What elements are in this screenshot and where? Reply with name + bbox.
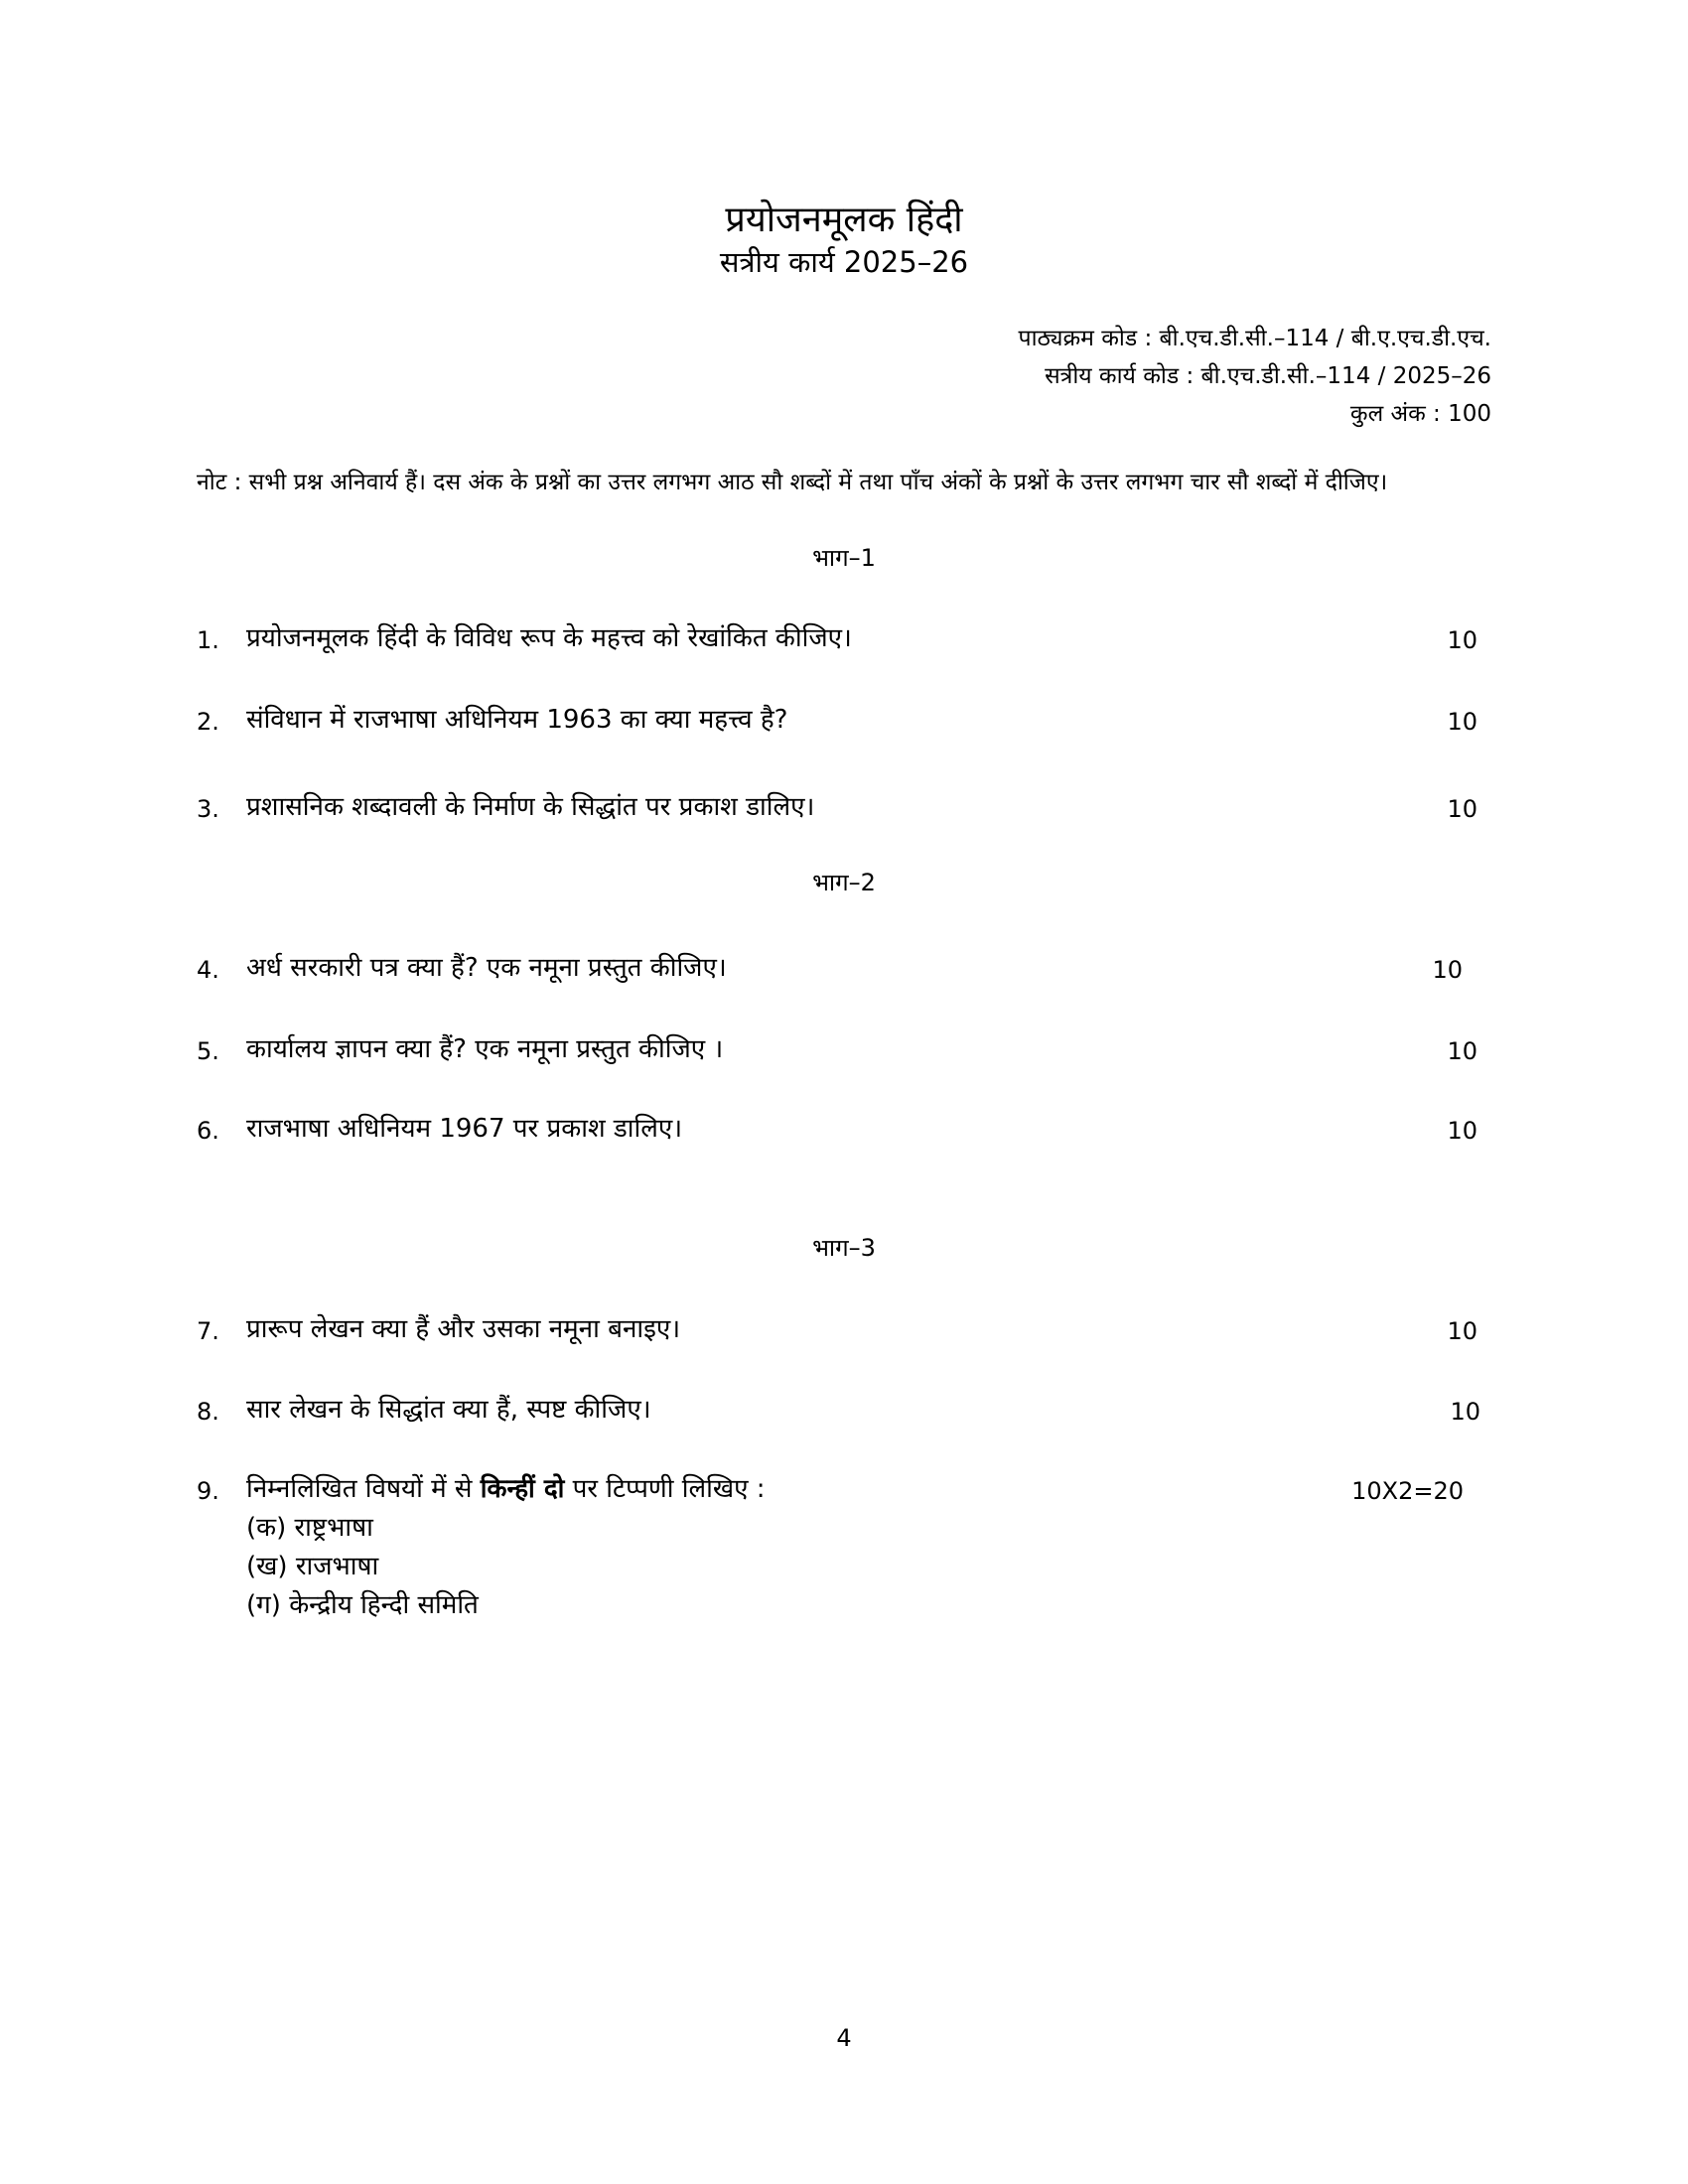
question-text: [246, 1470, 765, 1508]
question-text: प्रशासनिक शब्दावली के निर्माण के सिद्धांत पर प्रकाश डालिए।: [246, 792, 815, 822]
question-marks: 10: [1447, 1037, 1477, 1065]
question-text: अर्ध सरकारी पत्र क्या हैं? एक नमूना प्रस्तुत कीजिए।: [246, 953, 727, 983]
document-subtitle: सत्रीय कार्य 2025–26: [719, 245, 969, 279]
question-text: संविधान में राजभाषा अधिनियम 1963 का क्या महत्त्व है?: [246, 705, 788, 735]
question-marks: 10: [1447, 1117, 1477, 1145]
course-meta: [1019, 320, 1492, 433]
section-heading-3: भाग–3: [812, 1234, 876, 1262]
question-marks: 10: [1447, 708, 1477, 736]
question-marks: 10: [1450, 1398, 1480, 1426]
section-heading-2: भाग–2: [812, 869, 876, 896]
option-item: (ख) राजभाषा: [246, 1552, 379, 1581]
question-number: 4.: [197, 956, 219, 984]
question-text: कार्यालय ज्ञापन क्या हैं? एक नमूना प्रस्तुत कीजिए ।: [246, 1034, 724, 1064]
question-number: 2.: [197, 708, 219, 736]
question-marks: 10: [1447, 1317, 1477, 1345]
question-number: 9.: [197, 1477, 219, 1505]
question-marks: 10: [1447, 626, 1477, 654]
question-number: 6.: [197, 1117, 219, 1145]
question-number: 5.: [197, 1037, 219, 1065]
question-text: सार लेखन के सिद्धांत क्या हैं, स्पष्ट कीजिए।: [246, 1395, 651, 1425]
question-text: राजभाषा अधिनियम 1967 पर प्रकाश डालिए।: [246, 1114, 683, 1144]
instructions-note: नोट : सभी प्रश्न अनिवार्य हैं। दस अंक के प्रश्नों का उत्तर लगभग आठ सौ शब्दों में तथा पाँच अंकों के प्रश्नों के उत्तर लगभग चार सौ शब्दों में दीजिए।: [197, 470, 1388, 495]
total-marks: कुल अंक : 100: [1349, 401, 1491, 427]
question-number: 7.: [197, 1317, 219, 1345]
page-number: 4: [836, 2024, 852, 2052]
question-marks: 10: [1432, 956, 1463, 984]
question-marks: 10: [1447, 795, 1477, 823]
question-number: 3.: [197, 795, 219, 823]
option-item: (क) राष्ट्रभाषा: [246, 1513, 373, 1543]
question-text-before: निम्नलिखित विषयों में से: [246, 1474, 481, 1504]
question-text: प्रयोजनमूलक हिंदी के विविध रूप के महत्त्व को रेखांकित कीजिए।: [246, 623, 852, 653]
question-text-emphasis: किन्हीं दो: [480, 1474, 565, 1504]
course-code: पाठ्यक्रम कोड : बी.एच.डी.सी.–114 / बी.ए.एच.डी.एच.: [1018, 326, 1491, 351]
question-marks: 10X2=20: [1351, 1477, 1464, 1505]
question-number: 1.: [197, 626, 219, 654]
question-9-options: [246, 1509, 479, 1625]
assignment-code: सत्रीय कार्य कोड : बी.एच.डी.सी.–114 / 2025–26: [1045, 363, 1491, 389]
document-title: प्रयोजनमूलक हिंदी: [725, 200, 963, 240]
question-text-after: पर टिप्पणी लिखिए :: [564, 1474, 766, 1504]
question-number: 8.: [197, 1398, 219, 1426]
question-text: प्रारूप लेखन क्या हैं और उसका नमूना बनाइए।: [246, 1314, 681, 1344]
section-heading-1: भाग–1: [812, 544, 876, 572]
option-item: (ग) केन्द्रीय हिन्दी समिति: [246, 1590, 479, 1620]
